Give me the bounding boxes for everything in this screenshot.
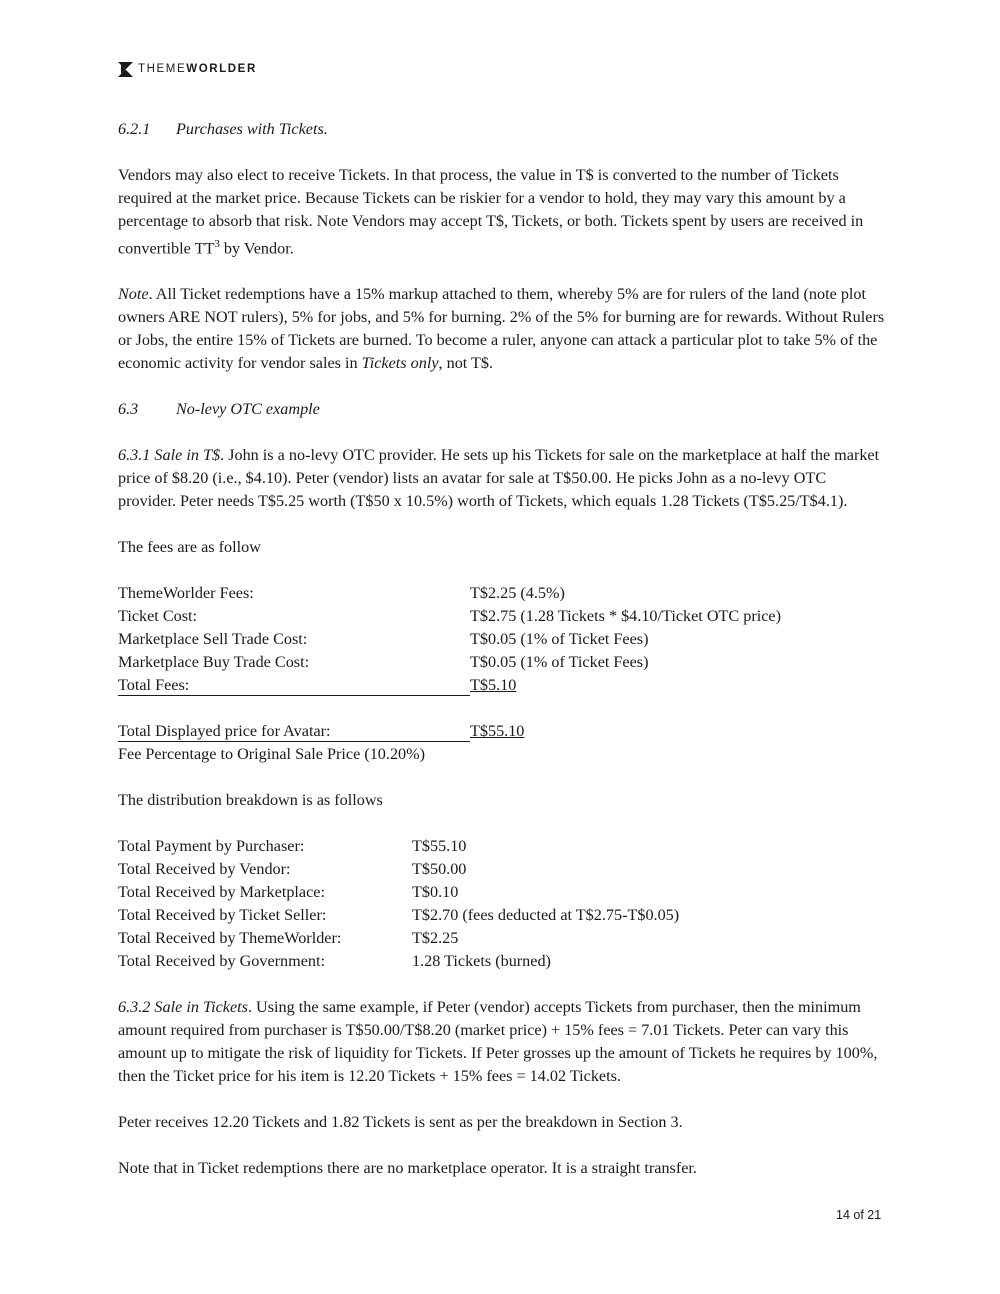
- total-fees-row: Total Fees: T$5.10: [118, 676, 517, 695]
- note-paragraph: Note. All Ticket redemptions have a 15% markup attached to them, whereby 5% are for rulers of the land (note plot owners ARE NOT rulers), 5% for jobs, and 5% for burning. 2% of the 5% for burning are for rewards. Without Rulers or Jobs, the entire 15% of Tickets are burned. To become a ruler, anyone can attack a particular plot to take 5% of the economic activity for vendor sales in Tickets only, not T$.: [118, 285, 885, 373]
- distribution-row: Total Received by Vendor: T$50.00: [118, 860, 467, 879]
- fee-row: Marketplace Sell Trade Cost: T$0.05 (1% of Ticket Fees): [118, 630, 649, 649]
- distribution-intro: The distribution breakdown is as follows: [118, 791, 383, 810]
- fee-percentage: Fee Percentage to Original Sale Price (10.20%): [118, 745, 426, 764]
- fee-row: ThemeWorlder Fees: T$2.25 (4.5%): [118, 584, 565, 603]
- distribution-row: Total Received by ThemeWorlder: T$2.25: [118, 929, 459, 948]
- section-6-3-heading: 6.3 No-levy OTC example: [118, 400, 320, 419]
- peter-receives-paragraph: Peter receives 12.20 Tickets and 1.82 Tickets is sent as per the breakdown in Section 3.: [118, 1113, 683, 1132]
- fees-intro: The fees are as follow: [118, 538, 261, 557]
- page-content: [118, 118, 888, 1180]
- distribution-row: Total Received by Government: 1.28 Tickets (burned): [118, 952, 551, 971]
- fee-row: Marketplace Buy Trade Cost: T$0.05 (1% of Ticket Fees): [118, 653, 649, 672]
- section-6-3-1-paragraph: 6.3.1 Sale in T$. John is a no-levy OTC provider. He sets up his Tickets for sale on the marketplace at half the market price of $8.20 (i.e., $4.10). Peter (vendor) lists an avatar for sale at T$50.00. He picks John as a no-levy OTC provider. Peter needs T$5.25 worth (T$50 x 10.5%) worth of Tickets, which equals 1.28 Tickets (T$5.25/T$4.1).: [118, 446, 880, 511]
- brand-logo: [118, 60, 257, 78]
- displayed-price-row: Total Displayed price for Avatar: T$55.10: [118, 722, 525, 741]
- distribution-row: Total Received by Ticket Seller: T$2.70 (fees deducted at T$2.75-T$0.05): [118, 906, 680, 925]
- distribution-row: Total Received by Marketplace: T$0.10: [118, 883, 459, 902]
- fee-row: Ticket Cost: T$2.75 (1.28 Tickets * $4.10/Ticket OTC price): [118, 607, 781, 626]
- themeworlder-logo-icon: [118, 62, 133, 77]
- section-6-2-1-heading: 6.2.1 Purchases with Tickets.: [118, 120, 328, 138]
- section-6-2-1-paragraph: Vendors may also elect to receive Tickets. In that process, the value in T$ is converted to the number of Tickets required at the market price. Because Tickets can be riskier for a vendor to hold, they may vary this amount by a percentage to absorb that risk. Note Vendors may accept T$, Tickets, or both. Tickets spent by users are received in convertible $TT^3$ by Vendor.: [118, 166, 864, 258]
- logo-wordmark: THEMEWORLDER: [138, 63, 257, 75]
- distribution-row: Total Payment by Purchaser: T$55.10: [118, 837, 467, 856]
- page-number: 14 of 21: [836, 1208, 882, 1222]
- section-6-3-2-paragraph: 6.3.2 Sale in Tickets. Using the same example, if Peter (vendor) accepts Tickets from purchaser, then the minimum amount required from purchaser is T$50.00/T$8.20 (market price) + 15% fees = 7.01 Tickets. Peter can vary this amount up to mitigate the risk of liquidity for Tickets. If Peter grosses up the amount of Tickets he requires by 100%, then the Ticket price for his item is 12.20 Tickets + 15% fees = 14.02 Tickets.: [118, 998, 878, 1086]
- ticket-redemption-note: Note that in Ticket redemptions there are no marketplace operator. It is a straight transfer.: [118, 1159, 697, 1178]
